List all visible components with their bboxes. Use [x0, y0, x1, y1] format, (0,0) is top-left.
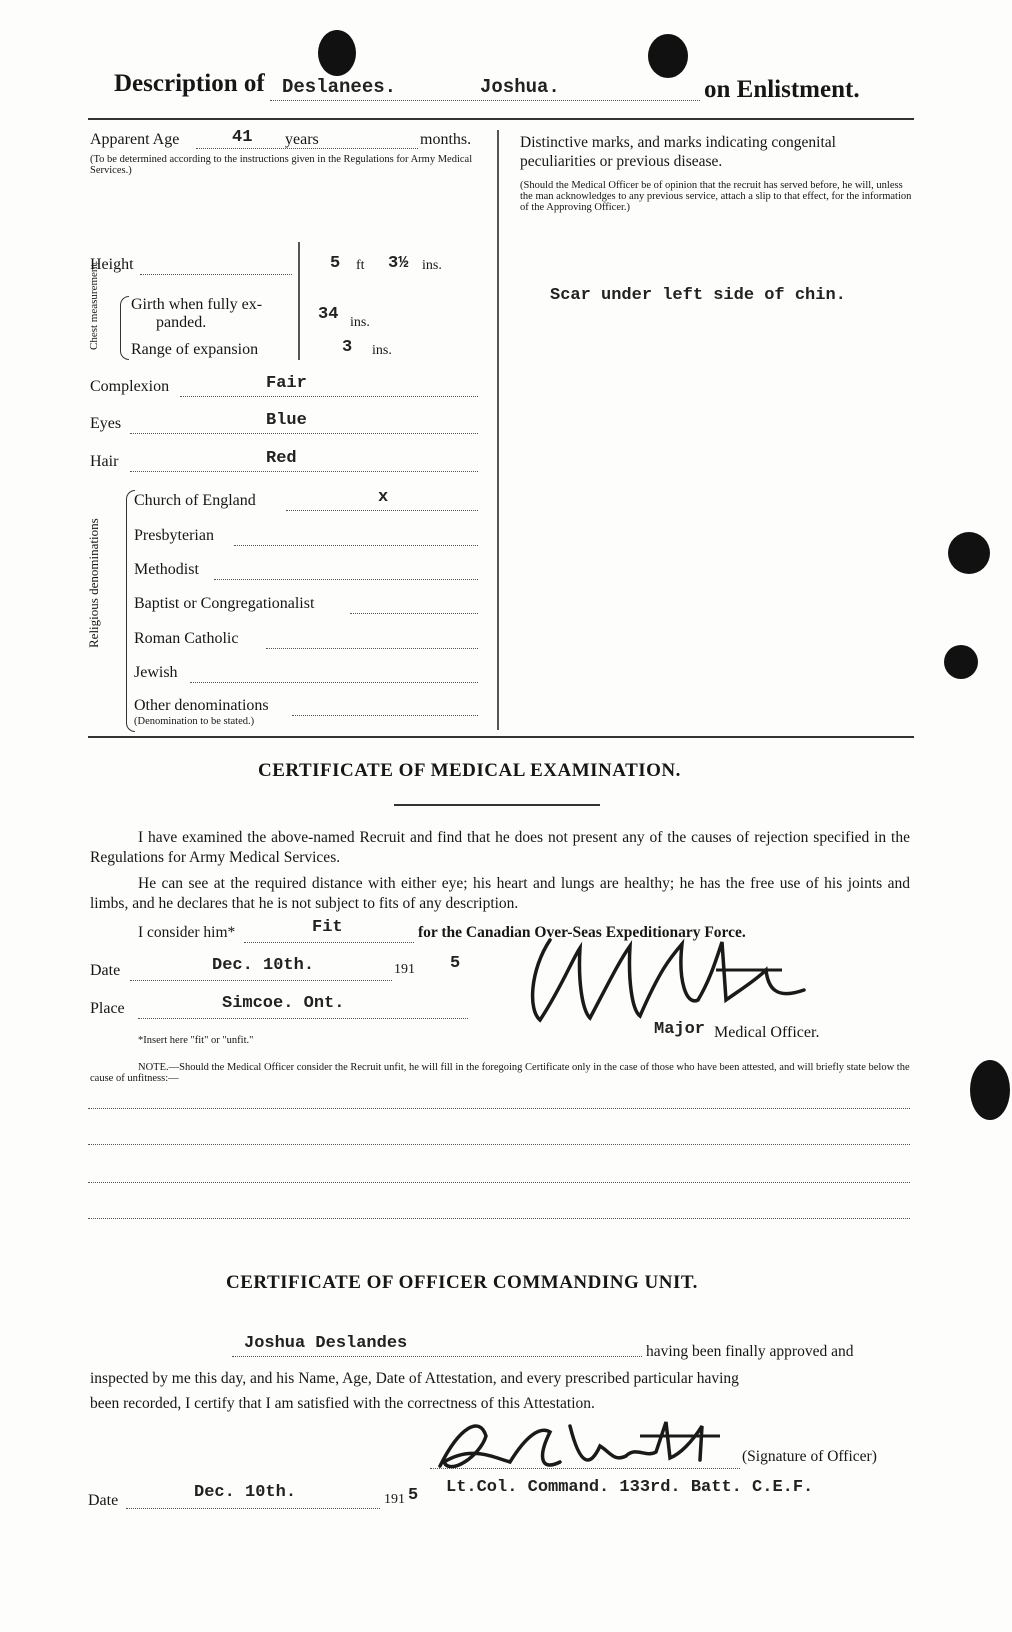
signature-dots: [430, 1468, 740, 1469]
years-label: years: [285, 131, 319, 148]
eyes-dots: [130, 433, 478, 434]
officer-line-2: inspected by me this day, and his Name, Age, Date of Attestation, and every prescribed particular having: [90, 1370, 739, 1387]
age-note: (To be determined according to the instructions given in the Regulations for Army Medical Services.): [90, 154, 473, 176]
height-ft-value: 5: [330, 254, 341, 273]
range-label: Range of expansion: [131, 341, 259, 358]
unfitness-line: [88, 1182, 910, 1183]
officer-recruit-name: Joshua Deslandes: [244, 1334, 408, 1353]
religion-roman-catholic: Roman Catholic: [134, 630, 239, 647]
height-in-value: 3½: [388, 254, 409, 273]
medical-year-prefix: 191: [394, 962, 415, 977]
insert-note: *Insert here "fit" or "unfit.": [138, 1035, 254, 1046]
officer-date-label: Date: [88, 1492, 119, 1509]
height-label: Height: [90, 256, 134, 273]
header-description-of: Description of: [114, 70, 265, 97]
religion-dots: [286, 510, 478, 511]
medical-date-dots: [130, 980, 392, 981]
for-the-force: for the Canadian Over-Seas Expeditionary Force.: [418, 924, 746, 941]
complexion-dots: [180, 396, 478, 397]
girth-label-1: Girth when fully ex-: [131, 296, 263, 313]
religious-denominations-label: Religious denominations: [86, 518, 101, 648]
medical-paragraph-1: I have examined the above-named Recruit and find that he does not present any of the causes of rejection specified in the Regulations for Army Medical Services.: [90, 829, 910, 866]
height-bracket: [298, 242, 300, 360]
range-ins-label: ins.: [372, 343, 392, 358]
other-denomination-note: (Denomination to be stated.): [134, 716, 255, 727]
range-value: 3: [342, 338, 353, 357]
eyes-label: Eyes: [90, 415, 122, 432]
religion-dots: [214, 579, 478, 580]
complexion-label: Complexion: [90, 378, 170, 395]
unfitness-line: [88, 1218, 910, 1219]
religion-other: Other denominations: [134, 697, 269, 714]
religion-dots: [234, 545, 478, 546]
medical-year-suffix: 5: [450, 954, 461, 973]
medical-officer-label: Medical Officer.: [714, 1024, 820, 1041]
unfitness-line: [88, 1144, 910, 1145]
section-rule: [88, 736, 914, 738]
ink-blot: [648, 34, 688, 78]
girth-ins-label: ins.: [350, 315, 370, 330]
column-divider: [497, 130, 499, 730]
distinctive-marks-title: Distinctive marks, and marks indicating congenital peculiarities or previous disease.: [520, 134, 836, 170]
officer-line-3: been recorded, I certify that I am satisfied with the correctness of this Attestation.: [90, 1395, 595, 1412]
religion-dots: [350, 613, 478, 614]
officer-heading: CERTIFICATE OF OFFICER COMMANDING UNIT.: [226, 1272, 698, 1293]
medical-date-value: Dec. 10th.: [212, 956, 315, 975]
apparent-age-label: Apparent Age: [90, 131, 180, 148]
complexion-value: Fair: [266, 374, 307, 393]
medical-note: NOTE.—Should the Medical Officer consider the Recruit unfit, he will fill in the foregoing Certificate only in the case of those who have been attested, and will briefly state below the cause of unfitness:—: [90, 1062, 910, 1084]
ink-blot: [318, 30, 356, 76]
punch-hole: [970, 1060, 1010, 1120]
officer-signature: [430, 1406, 730, 1486]
hair-dots: [130, 471, 478, 472]
height-ins-label: ins.: [422, 258, 442, 273]
religion-presbyterian: Presbyterian: [134, 527, 214, 544]
header-surname: Deslanees.: [282, 76, 397, 98]
officer-year-suffix: 5: [408, 1486, 419, 1505]
medical-officer-rank: Major: [654, 1020, 706, 1039]
officer-command-value: Lt.Col. Command. 133rd. Batt. C.E.F.: [446, 1478, 814, 1497]
distinctive-marks-note: (Should the Medical Officer be of opinion that the recruit has served before, he will, unless the man acknowledges to any previous service, attach a slip to that effect, for the information of the Approving Officer.): [520, 180, 912, 213]
header-name-line: [270, 100, 700, 101]
religion-methodist: Methodist: [134, 561, 199, 578]
unfitness-line: [88, 1108, 910, 1109]
officer-name-dots: [232, 1356, 642, 1357]
medical-heading: CERTIFICATE OF MEDICAL EXAMINATION.: [258, 760, 681, 781]
medical-date-label: Date: [90, 962, 121, 979]
eyes-value: Blue: [266, 411, 307, 430]
header-given-name: Joshua.: [480, 76, 560, 98]
months-label: months.: [420, 131, 472, 148]
ft-label: ft: [356, 258, 365, 273]
girth-value: 34: [318, 305, 339, 324]
chest-brace: [120, 296, 129, 360]
religion-church-of-england-mark: x: [378, 488, 389, 507]
religion-dots: [266, 648, 478, 649]
punch-hole: [944, 645, 978, 679]
fit-value: Fit: [312, 918, 343, 937]
age-years-value: 41: [232, 128, 253, 147]
officer-date-dots: [126, 1508, 380, 1509]
consider-label: I consider him*: [138, 924, 236, 941]
officer-date-value: Dec. 10th.: [194, 1483, 297, 1502]
medical-paragraph-2: He can see at the required distance with either eye; his heart and lungs are healthy; he has the free use of his joints and limbs, and he declares that he is not subject to fits of any description.: [90, 875, 910, 912]
religion-jewish: Jewish: [134, 664, 178, 681]
hair-value: Red: [266, 449, 297, 468]
header-rule: [88, 118, 914, 120]
girth-label-2: panded.: [156, 314, 207, 331]
officer-year-prefix: 191: [384, 1492, 405, 1507]
religion-baptist: Baptist or Congregationalist: [134, 595, 315, 612]
chest-measurement-label: Chest measurement.: [88, 260, 100, 350]
heading-underline: [394, 804, 600, 806]
religion-church-of-england: Church of England: [134, 492, 256, 509]
distinctive-marks-value: Scar under left side of chin.: [550, 286, 846, 305]
header-on-enlistment: on Enlistment.: [704, 76, 860, 103]
medical-officer-signature: [520, 930, 820, 1030]
height-dots: [140, 274, 292, 275]
officer-having-been: having been finally approved and: [646, 1343, 854, 1360]
medical-place-label: Place: [90, 1000, 125, 1017]
medical-place-value: Simcoe. Ont.: [222, 994, 345, 1013]
medical-place-dots: [138, 1018, 468, 1019]
fit-dots: [244, 942, 414, 943]
signature-of-officer-label: (Signature of Officer): [742, 1448, 877, 1465]
hair-label: Hair: [90, 453, 119, 470]
religion-dots: [190, 682, 478, 683]
punch-hole: [948, 532, 990, 574]
